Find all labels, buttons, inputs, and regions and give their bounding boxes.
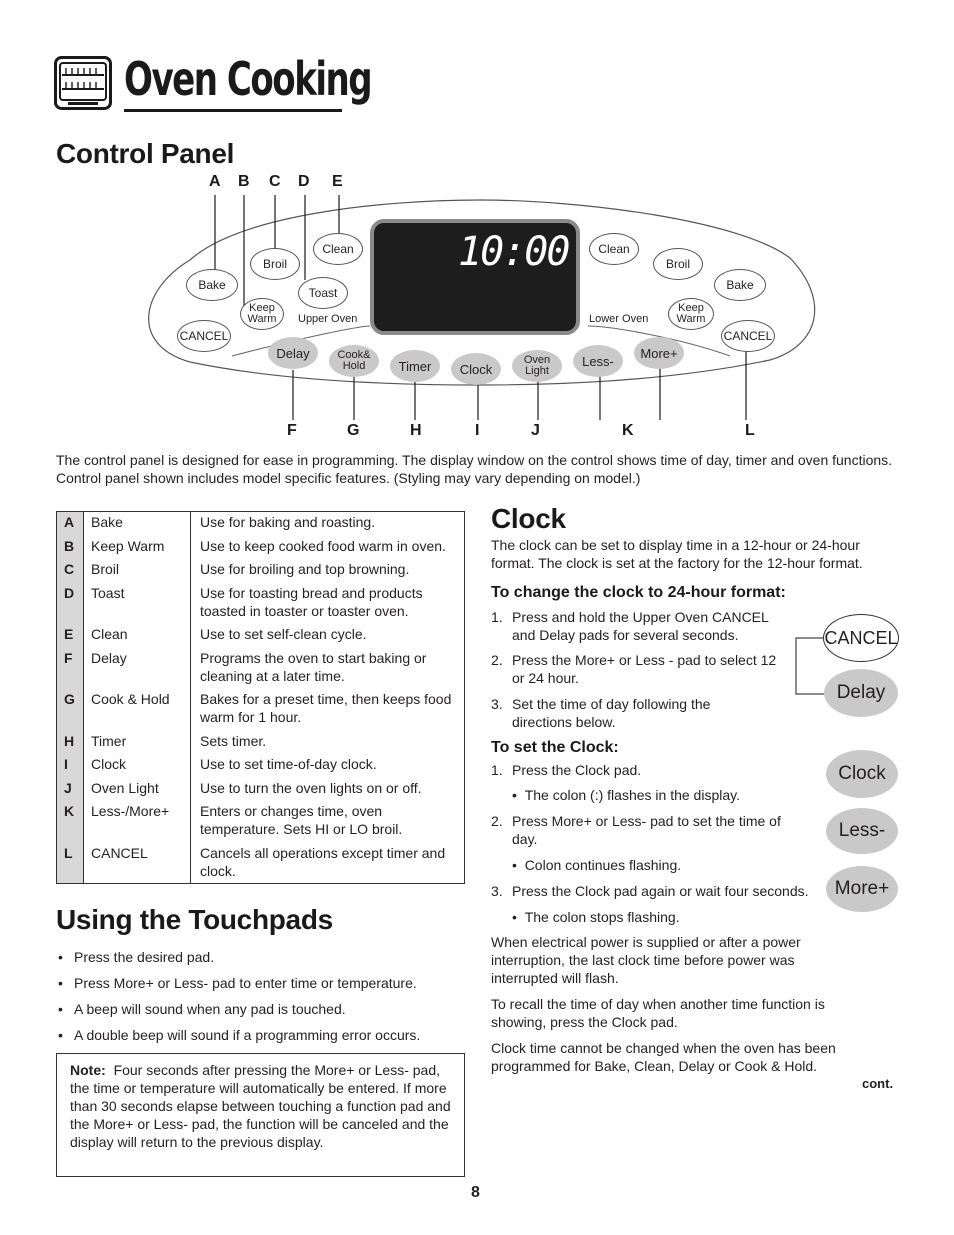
row-name: Oven Light [91, 780, 159, 796]
table-divider [190, 512, 191, 883]
row-name: Timer [91, 733, 127, 749]
row-desc: Sets timer. [200, 733, 267, 749]
clock-pad[interactable]: Clock [451, 353, 501, 385]
touchpads-heading: Using the Touchpads [56, 904, 333, 935]
label-i: I [475, 422, 480, 439]
label-g: G [347, 422, 360, 439]
row-name: Delay [91, 650, 127, 666]
clock-paragraph: To recall the time of day when another time function is showing, press the Clock pad. [491, 996, 825, 1030]
row-name: Broil [91, 561, 120, 577]
row-desc: Cancels all operations except timer and clock. [200, 845, 446, 879]
oven-light-pad[interactable] [512, 350, 562, 382]
row-desc: Use to set self-clean cycle. [200, 626, 367, 642]
toast-pad[interactable]: Toast [298, 277, 348, 309]
label-f: F [287, 422, 297, 439]
row-name: Clean [91, 626, 128, 642]
substep-text: The colon (:) flashes in the display. [524, 787, 740, 803]
row-key: J [64, 780, 72, 796]
continued-label: cont. [862, 1076, 894, 1091]
clean-upper-pad[interactable]: Clean [313, 233, 363, 265]
list-item: • A double beep will sound if a programming error occurs. [58, 1027, 421, 1043]
row-desc: Programs the oven to start baking or cleaning at a later time. [200, 650, 427, 684]
row-key: H [64, 733, 75, 749]
delay-side-pad[interactable]: Delay [824, 669, 898, 717]
note-text: Four seconds after pressing the More+ or Less- pad, the time or temperature will automatically be entered. If more than 30 seconds elapse between touching a function pad and the More+ or Less- pad, the function will be canceled and the display will return to the previous display. [70, 1062, 451, 1150]
row-name: Bake [91, 514, 123, 530]
cook-hold-pad[interactable] [329, 345, 379, 377]
bullet-text: Press the desired pad. [74, 949, 215, 965]
row-name: Cook & Hold [91, 691, 170, 707]
row-key: I [64, 756, 68, 772]
substep-text: Colon continues flashing. [524, 857, 682, 873]
format-heading: To change the clock to 24-hour format: [491, 584, 786, 601]
set-substep: • Colon continues flashing. [512, 857, 682, 873]
delay-pad[interactable]: Delay [268, 337, 318, 369]
row-name: Less-/More+ [91, 803, 170, 819]
clock-intro: The clock can be set to display time in a 12-hour or 24-hour format. The clock is set at the factory for the 12-hour format. [491, 537, 863, 571]
broil-upper-pad[interactable]: Broil [250, 248, 300, 280]
bullet-text: A beep will sound when any pad is touched. [74, 1001, 346, 1017]
bake-lower-pad[interactable]: Bake [714, 269, 766, 301]
row-key: K [64, 803, 75, 819]
broil-lower-pad[interactable]: Broil [653, 248, 703, 280]
label-b: B [238, 173, 250, 190]
row-key: A [64, 514, 75, 530]
row-desc: Use for toasting bread and products toasted in toaster or toaster oven. [200, 585, 423, 619]
page-number: 8 [471, 1184, 480, 1201]
cancel-lower-pad[interactable]: CANCEL [721, 320, 775, 352]
display-time: 10:00 [458, 229, 569, 275]
bullet-text: A double beep will sound if a programming error occurs. [74, 1027, 421, 1043]
upper-oven-label: Upper Oven [298, 313, 358, 325]
display-window [370, 219, 580, 335]
clock-heading: Clock [491, 503, 566, 534]
label-e: E [332, 173, 343, 190]
more-side-pad[interactable]: More+ [826, 866, 898, 912]
row-key: G [64, 691, 75, 707]
label-l: L [745, 422, 755, 439]
table-divider [83, 512, 84, 883]
list-item: • Press the desired pad. [58, 949, 215, 965]
cancel-side-pad[interactable]: CANCEL [823, 614, 899, 662]
label-k: K [622, 422, 634, 439]
list-item: • A beep will sound when any pad is touched. [58, 1001, 346, 1017]
control-panel-diagram [0, 0, 954, 450]
oven-light-label: Oven Light [523, 354, 551, 377]
label-j: J [531, 422, 540, 439]
less-pad[interactable]: Less- [573, 345, 623, 377]
label-h: H [410, 422, 422, 439]
keep-warm-lower-pad[interactable] [668, 298, 714, 330]
row-desc: Enters or changes time, oven temperature. Sets HI or LO broil. [200, 803, 403, 837]
row-desc: Bakes for a preset time, then keeps food warm for 1 hour. [200, 691, 452, 725]
less-side-pad[interactable]: Less- [826, 808, 898, 854]
row-name: Keep Warm [91, 538, 165, 554]
set-substep: • The colon (:) flashes in the display. [512, 787, 740, 803]
step-text: Set the time of day following the directions below. [512, 696, 711, 730]
label-d: D [298, 173, 310, 190]
step-text: Press More+ or Less- pad to set the time of day. [512, 813, 781, 847]
row-key: E [64, 626, 74, 642]
cook-hold-label: Cook& Hold [337, 349, 371, 372]
label-a: A [209, 173, 221, 190]
note-label: Note: [70, 1062, 106, 1078]
row-key: F [64, 650, 73, 666]
step-text: Press the Clock pad again or wait four seconds. [512, 883, 809, 899]
row-key: B [64, 538, 75, 554]
row-desc: Use to keep cooked food warm in oven. [200, 538, 446, 554]
keep-warm-upper-pad[interactable] [240, 298, 284, 330]
timer-pad[interactable]: Timer [390, 350, 440, 382]
feature-table [56, 511, 465, 884]
clock-paragraph: Clock time cannot be changed when the oven has been programmed for Bake, Clean, Delay or Cook & Hold. [491, 1040, 836, 1074]
row-name: CANCEL [91, 845, 148, 861]
cancel-upper-pad[interactable]: CANCEL [177, 320, 231, 352]
page-title: Oven Cooking [124, 52, 372, 106]
substep-text: The colon stops flashing. [524, 909, 680, 925]
row-key: L [64, 845, 73, 861]
row-desc: Use to set time-of-day clock. [200, 756, 377, 772]
row-desc: Use for baking and roasting. [200, 514, 376, 530]
row-name: Toast [91, 585, 125, 601]
clean-lower-pad[interactable]: Clean [589, 233, 639, 265]
row-desc: Use to turn the oven lights on or off. [200, 780, 422, 796]
more-pad[interactable]: More+ [634, 337, 684, 369]
label-c: C [269, 173, 281, 190]
lower-oven-label: Lower Oven [589, 313, 649, 325]
control-panel-heading: Control Panel [56, 138, 235, 169]
bullet-text: Press More+ or Less- pad to enter time or temperature. [74, 975, 417, 991]
set-substep: • The colon stops flashing. [512, 909, 680, 925]
set-clock-heading: To set the Clock: [491, 739, 619, 756]
step-text: Press the Clock pad. [512, 762, 642, 778]
row-desc: Use for broiling and top browning. [200, 561, 410, 577]
bake-upper-pad[interactable]: Bake [186, 269, 238, 301]
row-key: C [64, 561, 75, 577]
list-item: • Press More+ or Less- pad to enter time or temperature. [58, 975, 417, 991]
keep-warm-lower-label: Keep Warm [676, 302, 706, 325]
step-text: Press the More+ or Less - pad to select 12 or 24 hour. [512, 652, 777, 686]
note-box [56, 1053, 465, 1177]
row-name: Clock [91, 756, 127, 772]
clock-paragraph: When electrical power is supplied or after a power interruption, the last clock time before power was interrupted will flash. [491, 934, 801, 986]
step-text: Press and hold the Upper Oven CANCEL and Delay pads for several seconds. [512, 609, 769, 643]
clock-side-pad[interactable]: Clock [826, 750, 898, 798]
keep-warm-upper-label: Keep Warm [247, 302, 277, 325]
row-key: D [64, 585, 75, 601]
control-panel-intro: The control panel is designed for ease in programming. The display window on the control shows time of day, timer and oven functions. Control panel shown includes model specific features. (Styling may vary depending on model.) [56, 452, 893, 486]
